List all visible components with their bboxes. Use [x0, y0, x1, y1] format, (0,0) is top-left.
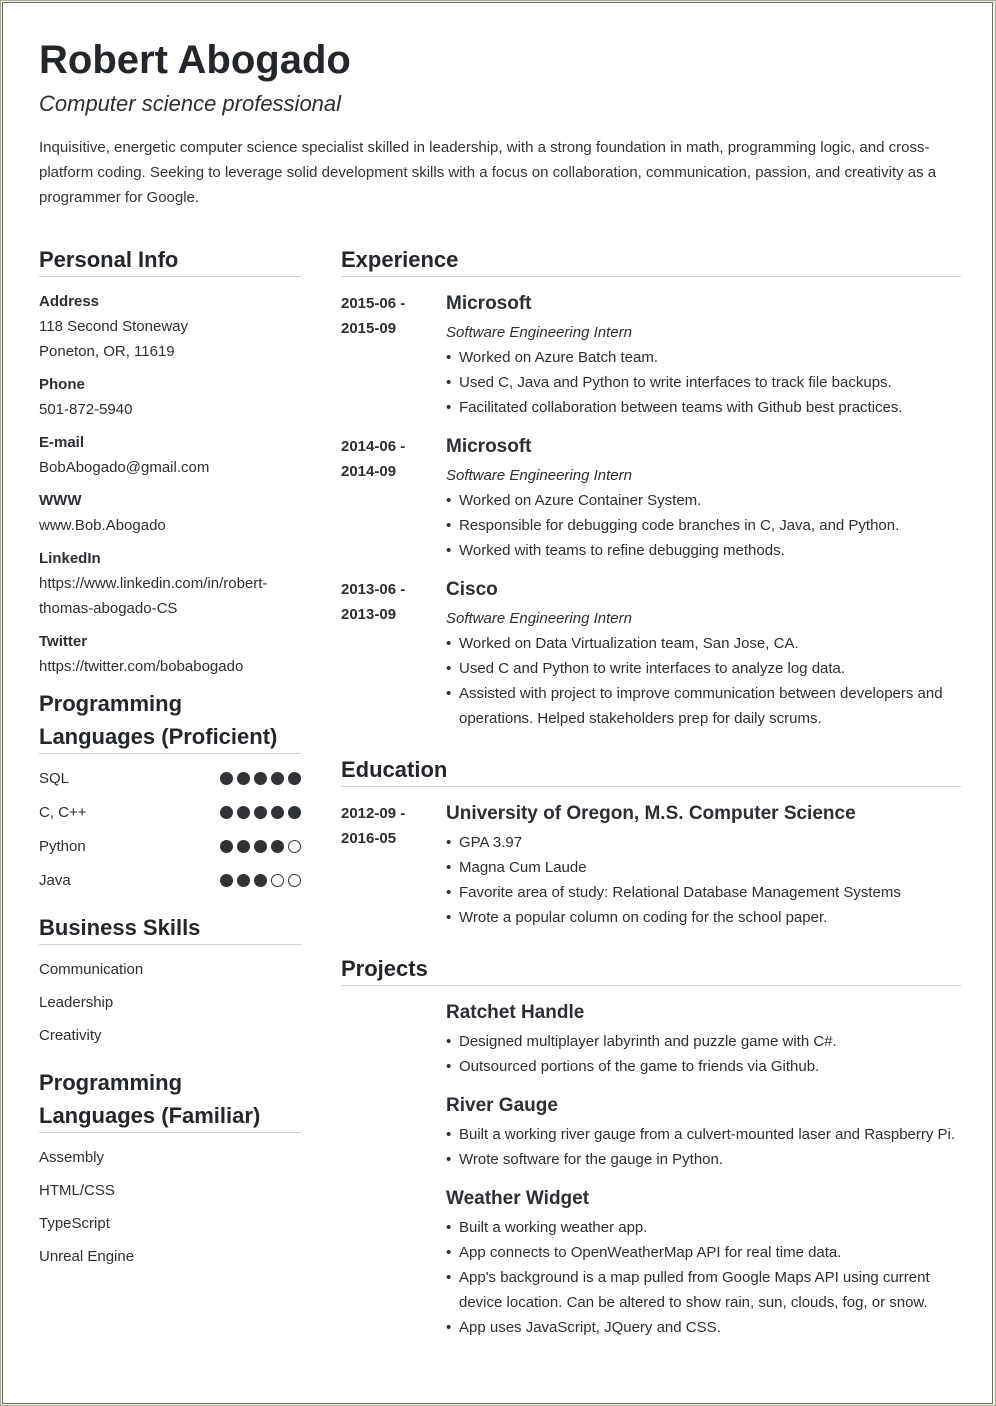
date-range: [341, 434, 446, 563]
rating-dot: [254, 772, 267, 785]
skill-row: [39, 761, 301, 795]
rating-dot: [237, 840, 250, 853]
entry: [341, 434, 961, 563]
personal-info-list: [39, 289, 301, 679]
bullet-item: • Outsourced portions of the game to friends via Github.: [446, 1054, 961, 1079]
date-start: 2012-09 -: [341, 805, 406, 822]
role: Software Engineering Intern: [446, 610, 632, 627]
bullet-item: • Used C, Java and Python to write interfaces to track file backups.: [446, 370, 961, 395]
experience-heading: Experience: [341, 243, 961, 277]
skill-name: C, C++: [39, 803, 87, 821]
project: [341, 1000, 961, 1079]
experience-section: [341, 243, 961, 731]
info-value: https://www.linkedin.com/in/robert-thomas-abogado-CS: [39, 575, 268, 617]
rating-dot: [237, 772, 250, 785]
info-value: https://twitter.com/bobabogado: [39, 658, 244, 675]
role: Software Engineering Intern: [446, 324, 632, 341]
project-name: Ratchet Handle: [446, 1002, 585, 1023]
skill-item: Leadership: [39, 994, 114, 1011]
skill-name: SQL: [39, 769, 70, 787]
bullet-item: • App's background is a map pulled from Google Maps API using current device location. Can be altered to show rain, sun, clouds, fog, or snow.: [446, 1265, 961, 1315]
project: [341, 1093, 961, 1172]
rating-dot: [237, 806, 250, 819]
bullet-item: • Magna Cum Laude: [446, 855, 961, 880]
right-column: [341, 243, 961, 1362]
date-start: 2014-06 -: [341, 438, 406, 455]
info-label: WWW: [39, 492, 82, 509]
skill-name: Python: [39, 837, 86, 855]
rating-dot: [271, 806, 284, 819]
education-heading: Education: [341, 753, 961, 787]
bullet-item: • Used C and Python to write interfaces to analyze log data.: [446, 656, 961, 681]
bullet-list: [446, 830, 961, 930]
skill-rating: [220, 874, 301, 887]
entry-body: [446, 434, 961, 563]
rating-dot: [254, 806, 267, 819]
skill-item: Assembly: [39, 1149, 105, 1166]
rating-dot: [288, 840, 301, 853]
info-label: LinkedIn: [39, 550, 101, 567]
projects-list: [341, 1000, 961, 1340]
bullet-item: • Built a working river gauge from a culvert-mounted laser and Raspberry Pi.: [446, 1122, 961, 1147]
rating-dot: [220, 874, 233, 887]
rating-dot: [220, 806, 233, 819]
info-label: Phone: [39, 376, 85, 393]
bullet-list: [446, 631, 961, 731]
info-label: Address: [39, 293, 100, 310]
skill-row: [39, 863, 301, 897]
business-skills-heading: Business Skills: [39, 911, 301, 945]
bullet-list: [446, 1215, 961, 1340]
skill-rating: [220, 772, 301, 785]
bullet-item: • Wrote a popular column on coding for the school paper.: [446, 905, 961, 930]
project-name: Weather Widget: [446, 1188, 590, 1209]
bullet-item: • Built a working weather app.: [446, 1215, 961, 1240]
bullet-item: • Worked on Azure Container System.: [446, 488, 961, 513]
project: [341, 1186, 961, 1340]
date-start: 2015-06 -: [341, 295, 406, 312]
rating-dot: [271, 874, 284, 887]
date-end: 2016-05: [341, 830, 397, 847]
summary-text: Inquisitive, energetic computer science specialist skilled in leadership, with a strong foundation in math, programming logic, and cross-platform coding. Seeking to leverage solid development skills with a focus on collaboration, communication, passion, and creativity as a programmer for Google.: [39, 139, 937, 206]
bullet-item: • App connects to OpenWeatherMap API for real time data.: [446, 1240, 961, 1265]
bullet-item: • Worked with teams to refine debugging methods.: [446, 538, 961, 563]
skill-item: HTML/CSS: [39, 1182, 115, 1199]
rating-dot: [288, 806, 301, 819]
rating-dot: [220, 840, 233, 853]
skill-row: [39, 795, 301, 829]
date-end: 2015-09: [341, 320, 397, 337]
resume-page: [2, 2, 993, 1404]
skill-rating: [220, 806, 301, 819]
experience-list: [341, 291, 961, 731]
info-value: www.Bob.Abogado: [39, 517, 166, 534]
info-label: E-mail: [39, 434, 85, 451]
date-end: 2014-09: [341, 463, 397, 480]
skill-item: Unreal Engine: [39, 1248, 135, 1265]
proficient-languages-list: [39, 761, 301, 897]
bullet-list: [446, 1029, 961, 1079]
proficient-languages-heading: Programming Languages (Proficient): [39, 687, 301, 754]
bullet-item: • Wrote software for the gauge in Python.: [446, 1147, 961, 1172]
date-range: [341, 801, 446, 930]
bullet-item: • App uses JavaScript, JQuery and CSS.: [446, 1315, 961, 1340]
resume-header: [39, 37, 949, 210]
organization: University of Oregon, M.S. Computer Science: [446, 803, 856, 824]
rating-dot: [254, 874, 267, 887]
organization: Microsoft: [446, 293, 532, 314]
familiar-languages-heading: Programming Languages (Familiar): [39, 1066, 301, 1133]
entry: [341, 577, 961, 731]
left-column: [39, 243, 301, 1273]
info-value: 501-872-5940: [39, 401, 133, 418]
info-value: 118 Second Stoneway Poneton, OR, 11619: [39, 318, 188, 360]
rating-dot: [254, 840, 267, 853]
bullet-item: • Worked on Azure Batch team.: [446, 345, 961, 370]
candidate-name: Robert Abogado: [39, 38, 351, 82]
bullet-item: • Responsible for debugging code branches in C, Java, and Python.: [446, 513, 961, 538]
bullet-list: [446, 345, 961, 420]
bullet-item: • Designed multiplayer labyrinth and puzzle game with C#.: [446, 1029, 961, 1054]
date-end: 2013-09: [341, 606, 397, 623]
business-skills-list: [39, 953, 301, 1052]
skill-row: [39, 829, 301, 863]
personal-info-heading: Personal Info: [39, 243, 301, 277]
skill-item: Creativity: [39, 1027, 102, 1044]
familiar-languages-list: [39, 1141, 301, 1273]
rating-dot: [271, 840, 284, 853]
projects-section: [341, 952, 961, 1340]
rating-dot: [271, 772, 284, 785]
rating-dot: [220, 772, 233, 785]
project-name: River Gauge: [446, 1095, 558, 1116]
entry: [341, 801, 961, 930]
bullet-item: • Facilitated collaboration between teams with Github best practices.: [446, 395, 961, 420]
skill-item: TypeScript: [39, 1215, 110, 1232]
bullet-item: • GPA 3.97: [446, 830, 961, 855]
info-label: Twitter: [39, 633, 88, 650]
candidate-title: Computer science professional: [39, 91, 342, 116]
projects-heading: Projects: [341, 952, 961, 986]
date-range: [341, 291, 446, 420]
rating-dot: [288, 772, 301, 785]
skill-name: Java: [39, 871, 71, 889]
bullet-list: [446, 1122, 961, 1172]
role: Software Engineering Intern: [446, 467, 632, 484]
date-range: [341, 577, 446, 731]
rating-dot: [288, 874, 301, 887]
info-value: BobAbogado@gmail.com: [39, 459, 210, 476]
education-section: [341, 753, 961, 930]
organization: Cisco: [446, 579, 498, 600]
skill-rating: [220, 840, 301, 853]
entry: [341, 291, 961, 420]
bullet-item: • Assisted with project to improve communication between developers and operations. Helped stakeholders prep for daily scrums.: [446, 681, 961, 731]
entry-body: [446, 291, 961, 420]
bullet-item: • Favorite area of study: Relational Database Management Systems: [446, 880, 961, 905]
entry-body: [446, 801, 961, 930]
skill-item: Communication: [39, 961, 144, 978]
organization: Microsoft: [446, 436, 532, 457]
education-list: [341, 801, 961, 930]
bullet-list: [446, 488, 961, 563]
date-start: 2013-06 -: [341, 581, 406, 598]
entry-body: [446, 577, 961, 731]
bullet-item: • Worked on Data Virtualization team, San Jose, CA.: [446, 631, 961, 656]
rating-dot: [237, 874, 250, 887]
